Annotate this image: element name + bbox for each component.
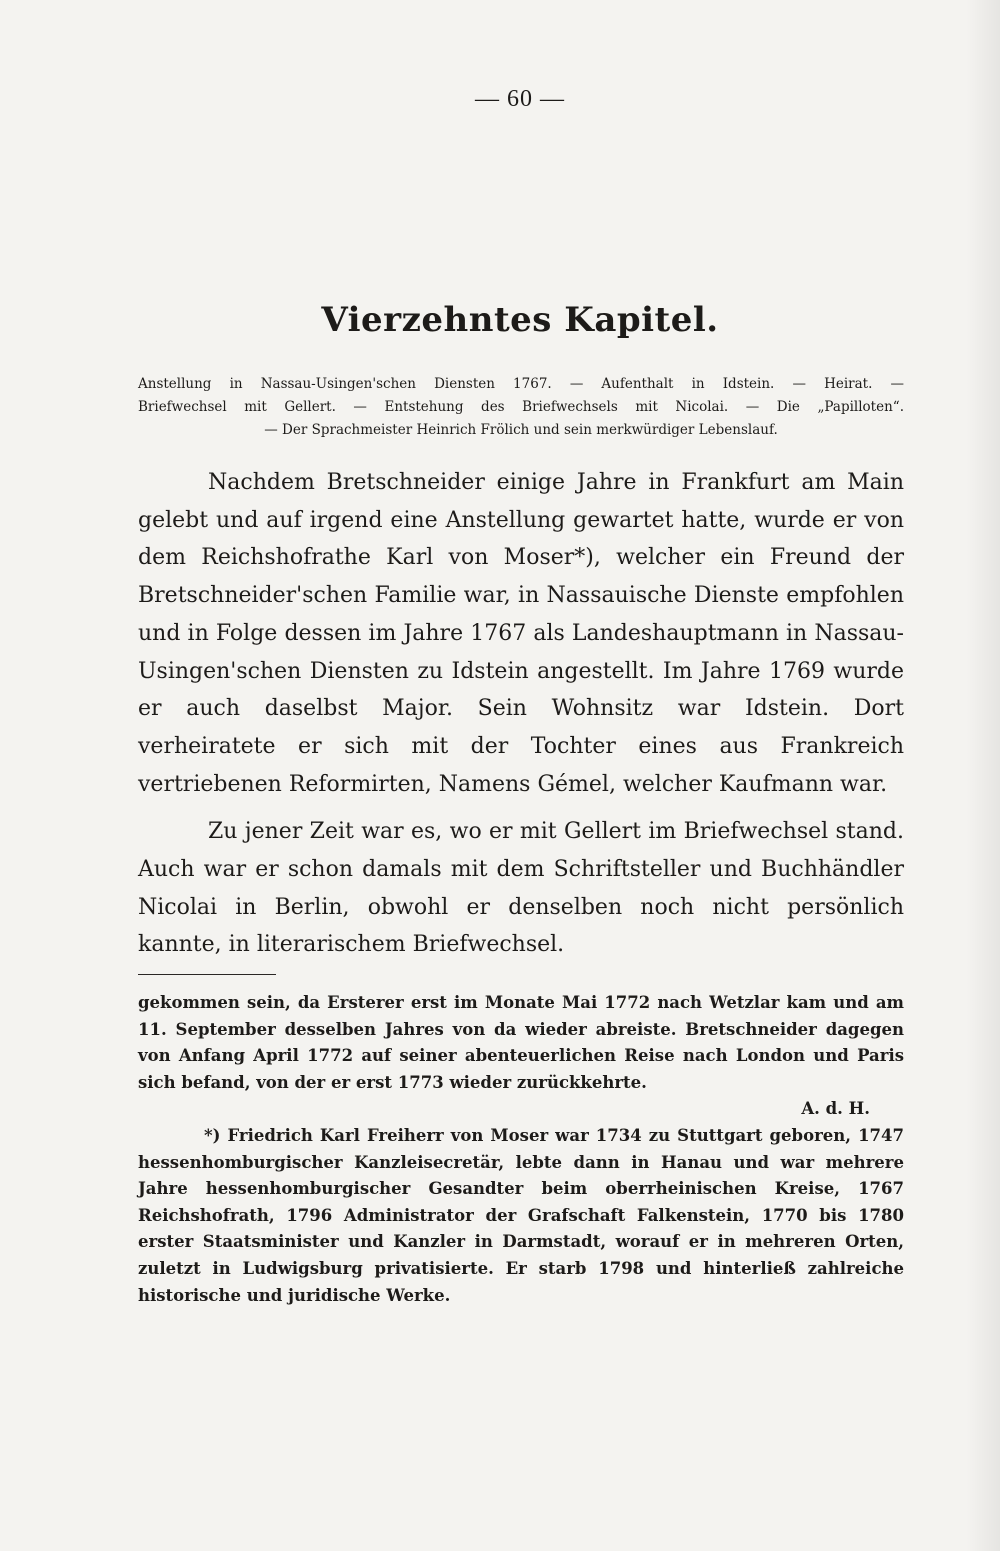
footnote-moser: *) Friedrich Karl Freiherr von Moser war 1734 zu Stuttgart geboren, 1747 hessenhomburgischer Kanzleisecretär, lebte dann in Hanau und war mehrere Jahre hessenhomburgischer Gesandter beim oberrheinischen Kreise, 1767 Reichshofrath, 1796 Administrator der Grafschaft Falkenstein, 1770 bis 1780 erster Staatsminister und Kanzler in Darmstadt, worauf er in mehreren Orten, zuletzt in Ludwigsburg privatisierte. Er starb 1798 und hinterließ zahlreiche historische und juridische Werke. (138, 1125, 904, 1305)
main-text (138, 464, 904, 964)
footnotes (138, 990, 904, 1309)
footnote-continuation: gekommen sein, da Ersterer erst im Monate Mai 1772 nach Wetzlar kam und am 11. September desselben Jahres von da wieder abreiste. Bretschneider dagegen von Anfang April 1772 auf seiner abenteuerlichen Reise nach London und Paris sich befand, von der er erst 1773 wieder zurückkehrte. (138, 993, 904, 1092)
body-paragraph: Nachdem Bretschneider einige Jahre in Frankfurt am Main gelebt und auf irgend eine Anstellung gewartet hatte, wurde er von dem Reichshofrathe Karl von Moser*), welcher ein Freund der Bretschneider'schen Familie war, in Nassauische Dienste empfohlen und in Folge dessen im Jahre 1767 als Landeshauptmann in Nassau-Usingen'schen Diensten zu Idstein angestellt. Im Jahre 1769 wurde er auch daselbst Major. Sein Wohnsitz war Idstein. Dort verheiratete er sich mit der Tochter eines aus Frankreich vertriebenen Reformirten, Namens Gémel, welcher Kaufmann war. (138, 470, 904, 797)
chapter-summary (138, 373, 904, 442)
chapter-summary-line: Anstellung in Nassau-Usingen'schen Diensten 1767. — Aufenthalt in Idstein. — Heirat. — (138, 376, 904, 392)
page-edge-shadow (966, 0, 1000, 1551)
footnote-editor-initials: A. d. H. (801, 1099, 870, 1119)
body-paragraph: Zu jener Zeit war es, wo er mit Gellert im Briefwechsel stand. Auch war er schon damals mit dem Schriftsteller und Buchhändler Nicolai in Berlin, obwohl er denselben noch nicht persönlich kannte, in literarischem Briefwechsel. (138, 819, 904, 958)
chapter-title: Vierzehntes Kapitel. (321, 300, 719, 340)
page-number: — 60 — (475, 86, 565, 112)
chapter-summary-line: Briefwechsel mit Gellert. — Entstehung des Briefwechsels mit Nicolai. — Die „Papilloten“. (138, 399, 904, 415)
footnote-divider (138, 974, 276, 975)
chapter-summary-line: — Der Sprachmeister Heinrich Frölich und sein merkwürdiger Lebenslauf. (264, 422, 778, 438)
